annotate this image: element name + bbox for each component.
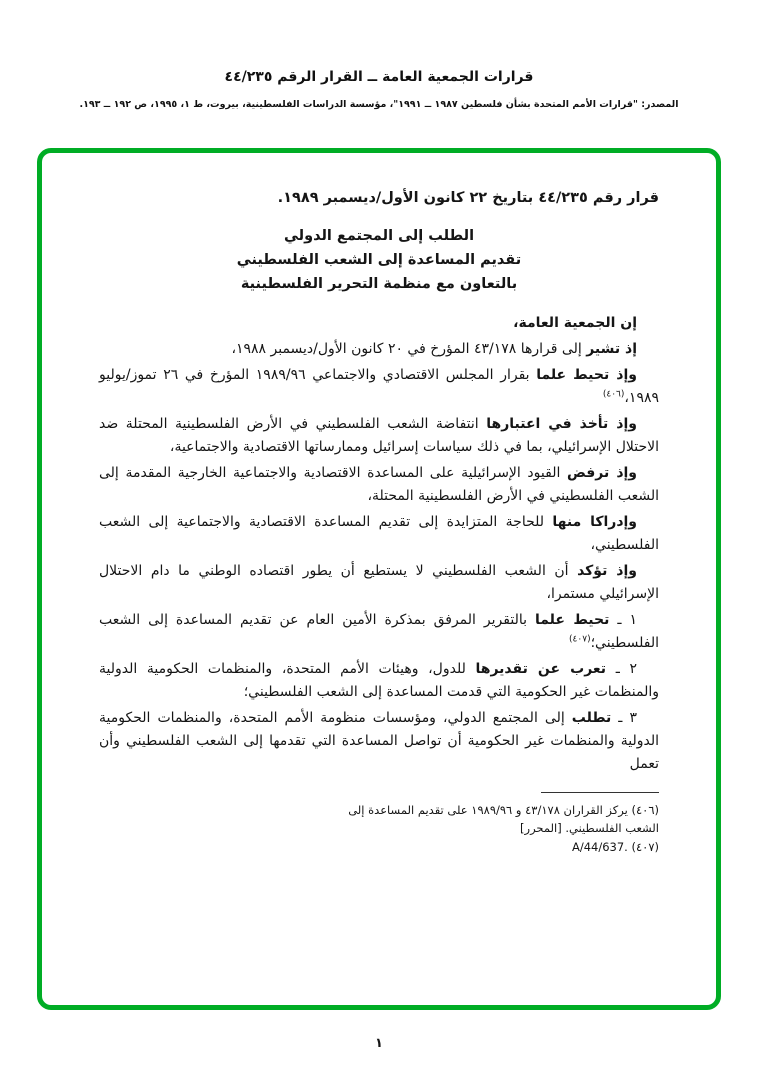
footnote-407 — [337, 839, 659, 857]
resolution-paragraph — [99, 462, 659, 508]
document-header-title: قرارات الجمعية العامة ــ القرار الرقم ٤٤/٢٣٥ — [224, 69, 534, 85]
paragraph-lead: وإذ تحيط علما — [536, 367, 637, 383]
footnote-marker: (٤٠٧) — [631, 840, 659, 854]
resolution-operative-paragraph-3 — [99, 707, 659, 776]
subtitle-line-1: الطلب إلى المجتمع الدولي — [283, 228, 475, 244]
paragraph-lead: وإدراكا منها — [552, 514, 638, 530]
paragraph-lead: وإذ تؤكد — [577, 563, 637, 579]
footnote-separator — [541, 792, 659, 793]
resolution-paragraph — [99, 560, 659, 606]
paragraph-text: للدول، وهيئات الأمم المتحدة، والمنظمات الحكومية الدولية والمنظمات غير الحكومية التي قدمت المساعدة إلى الشعب الفلسطيني؛ — [99, 661, 659, 700]
paragraph-text: أن الشعب الفلسطيني لا يستطيع أن يطور اقتصاده الوطني ما دام الاحتلال الإسرائيلي مستمرا، — [99, 563, 659, 602]
footnotes-section — [337, 802, 659, 857]
paragraph-number: ١ ـ — [609, 612, 637, 628]
subtitle-line-2: تقديم المساعدة إلى الشعب الفلسطيني — [236, 252, 522, 268]
paragraph-text: بالتقرير المرفق بمذكرة الأمين العام عن تقديم المساعدة إلى الشعب الفلسطيني؛ — [99, 612, 659, 651]
paragraph-text: انتفاضة الشعب الفلسطيني في الأرض الفلسطينية المحتلة ضد الاحتلال الإسرائيلي، بما في ذلك سياسات إسرائيل وممارساتها الاقتصادية والاجتماعية، — [99, 416, 659, 455]
footnote-reference-407: (٤٠٧) — [569, 634, 591, 645]
resolution-paragraph — [99, 413, 659, 459]
paragraph-text: بقرار المجلس الاقتصادي والاجتماعي ١٩٨٩/٩٦ المؤرخ في ٢٦ تموز/يوليو ١٩٨٩، — [99, 367, 659, 406]
paragraph-number: ٢ ـ — [606, 661, 637, 677]
resolution-paragraph — [99, 338, 659, 361]
subtitle-line-3: بالتعاون مع منظمة التحرير الفلسطينية — [240, 276, 518, 292]
resolution-opening: إن الجمعية العامة، — [513, 315, 637, 331]
source-citation: المصدر: "قرارات الأمم المتحدة بشأن فلسطين ١٩٨٧ ــ ١٩٩١"، مؤسسة الدراسات الفلسطينية، بيروت، ط ١، ١٩٩٥، ص ١٩٢ ــ ١٩٣. — [79, 99, 679, 110]
footnote-406 — [337, 802, 659, 837]
paragraph-number: ٣ ـ — [611, 710, 637, 726]
resolution-operative-paragraph-2 — [99, 658, 659, 704]
paragraph-lead: تطلب — [571, 710, 612, 726]
resolution-paragraph — [99, 364, 659, 410]
resolution-title: قرار رقم ٤٤/٢٣٥ بتاريخ ٢٢ كانون الأول/ديسمبر ١٩٨٩. — [277, 190, 659, 206]
paragraph-lead: إذ تشير — [586, 341, 637, 357]
paragraph-text: إلى المجتمع الدولي، ومؤسسات منظومة الأمم المتحدة، والمنظمات الحكومية الدولية والمنظمات غير الحكومية أن تواصل المساعدة التي تقدمها إلى الشعب الفلسطيني وأن تعمل — [99, 710, 659, 772]
footnote-text: A/44/637.‎ — [571, 840, 628, 854]
resolution-paragraph — [99, 511, 659, 557]
paragraph-text: إلى قرارها ٤٣/١٧٨ المؤرخ في ٢٠ كانون الأول/ديسمبر ١٩٨٨، — [231, 341, 587, 357]
paragraph-lead: تعرب عن تقديرها — [475, 661, 607, 677]
resolution-subtitle-block — [99, 224, 659, 296]
paragraph-lead: وإذ ترفض — [567, 465, 637, 481]
footnote-marker: (٤٠٦) — [631, 803, 659, 817]
paragraph-lead: تحيط علما — [534, 612, 610, 628]
resolution-operative-paragraph-1 — [99, 609, 659, 655]
paragraph-text: القيود الإسرائيلية على المساعدة الاقتصادية والاجتماعية الخارجية المقدمة إلى الشعب الفلسطيني في الأرض الفلسطينية المحتلة، — [99, 465, 659, 504]
paragraph-lead: وإذ تأخذ في اعتبارها — [486, 416, 637, 432]
footnote-reference-406: (٤٠٦) — [602, 389, 625, 400]
footnote-text: يركز القراران ٤٣/١٧٨ و ١٩٨٩/٩٦ على تقديم المساعدة إلى الشعب الفلسطيني. [المحرر] — [348, 803, 659, 835]
document-frame — [37, 148, 721, 1010]
page-number: ١ — [375, 1036, 383, 1051]
paragraph-text: للحاجة المتزايدة إلى تقديم المساعدة الاقتصادية والاجتماعية إلى الشعب الفلسطيني، — [99, 514, 659, 553]
